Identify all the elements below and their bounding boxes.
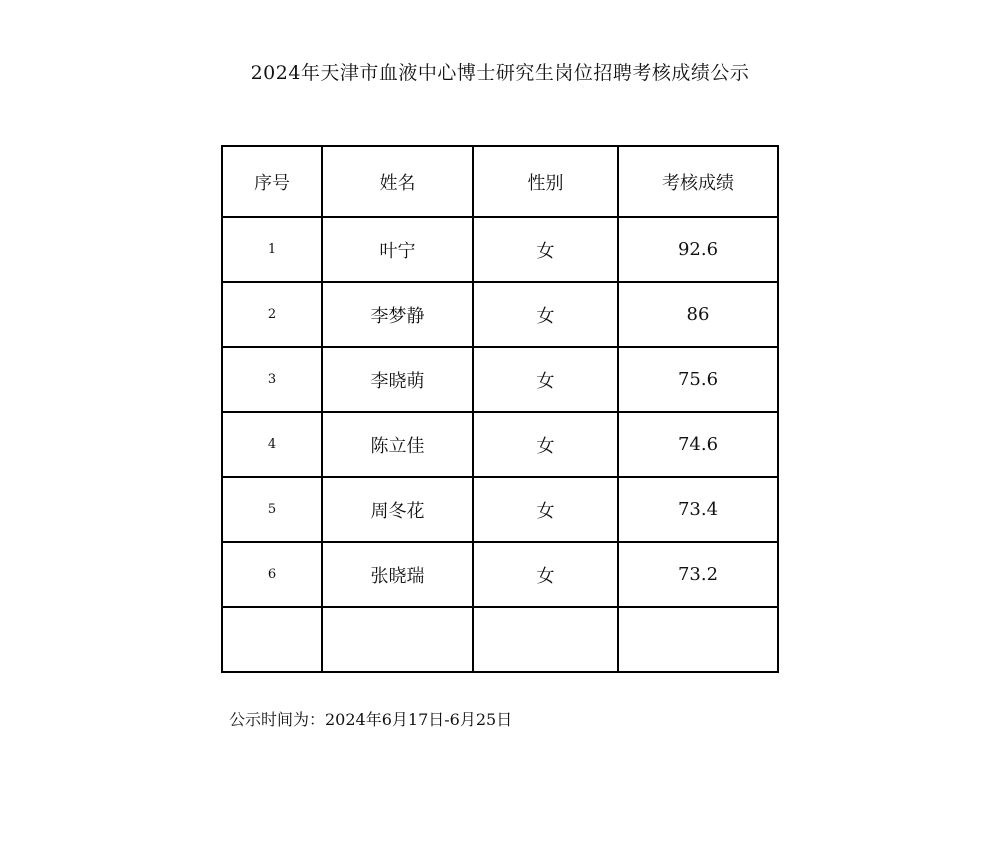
cell-score: 74.6 — [618, 412, 778, 477]
header-score: 考核成绩 — [618, 146, 778, 217]
cell-seq: 6 — [222, 542, 322, 607]
publication-period-note: 公示时间为：2024年6月17日-6月25日 — [229, 710, 513, 729]
cell-gender: 女 — [473, 542, 618, 607]
cell-gender — [473, 607, 618, 672]
header-name: 姓名 — [322, 146, 473, 217]
cell-gender: 女 — [473, 217, 618, 282]
cell-name: 陈立佳 — [322, 412, 473, 477]
cell-name: 周冬花 — [322, 477, 473, 542]
cell-gender: 女 — [473, 347, 618, 412]
table-header-row — [222, 146, 778, 217]
cell-score: 86 — [618, 282, 778, 347]
cell-score: 92.6 — [618, 217, 778, 282]
cell-seq: 4 — [222, 412, 322, 477]
table-row — [222, 542, 778, 607]
table-row — [222, 412, 778, 477]
cell-gender: 女 — [473, 477, 618, 542]
cell-seq: 3 — [222, 347, 322, 412]
cell-seq: 5 — [222, 477, 322, 542]
cell-gender: 女 — [473, 412, 618, 477]
cell-seq: 1 — [222, 217, 322, 282]
cell-name: 叶宁 — [322, 217, 473, 282]
cell-score: 73.2 — [618, 542, 778, 607]
header-gender: 性别 — [473, 146, 618, 217]
header-seq: 序号 — [222, 146, 322, 217]
cell-score: 75.6 — [618, 347, 778, 412]
cell-name: 张晓瑞 — [322, 542, 473, 607]
cell-score: 73.4 — [618, 477, 778, 542]
page-title: 2024年天津市血液中心博士研究生岗位招聘考核成绩公示 — [250, 62, 750, 84]
table-row — [222, 477, 778, 542]
score-table — [221, 145, 779, 673]
table-row-empty — [222, 607, 778, 672]
table-row — [222, 282, 778, 347]
cell-gender: 女 — [473, 282, 618, 347]
table-row — [222, 217, 778, 282]
cell-seq — [222, 607, 322, 672]
cell-name: 李晓萌 — [322, 347, 473, 412]
cell-score — [618, 607, 778, 672]
cell-name: 李梦静 — [322, 282, 473, 347]
cell-seq: 2 — [222, 282, 322, 347]
table-row — [222, 347, 778, 412]
cell-name — [322, 607, 473, 672]
